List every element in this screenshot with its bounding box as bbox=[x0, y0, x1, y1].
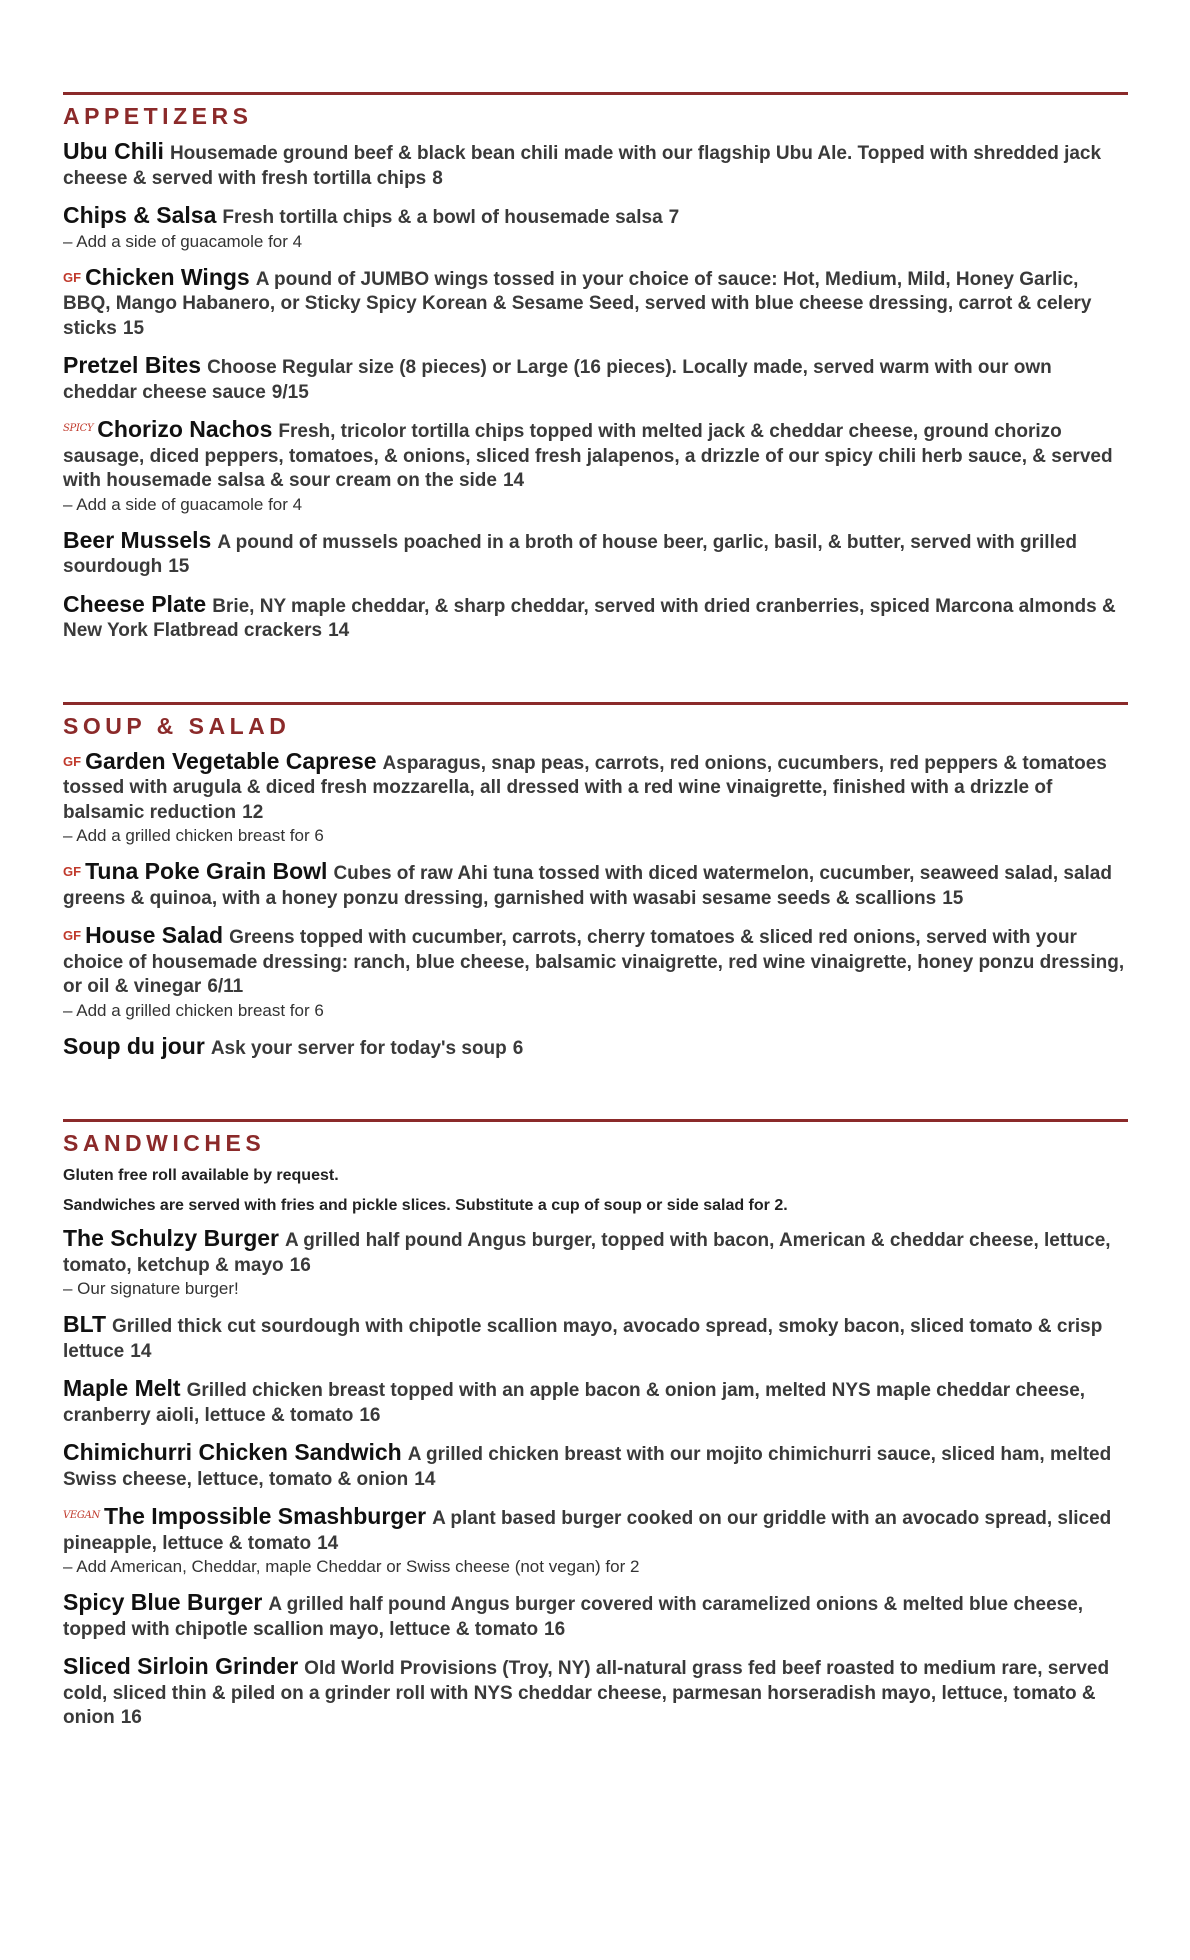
menu-item-the-schulzy-burger bbox=[63, 1226, 1128, 1300]
item-description: Brie, NY maple cheddar, & sharp cheddar, served with dried cranberries, spiced Marcona almonds & New York Flatbread crackers bbox=[63, 595, 1116, 641]
item-description: Choose Regular size (8 pieces) or Large (16 pieces). Locally made, served warm with our own cheddar cheese sauce bbox=[63, 357, 1052, 403]
menu-item-spicy-blue-burger bbox=[63, 1590, 1128, 1642]
item-price: 15 bbox=[122, 317, 145, 339]
item-price: 14 bbox=[317, 1532, 339, 1554]
item-name: Spicy Blue Burger bbox=[63, 1589, 263, 1615]
item-price: 16 bbox=[289, 1254, 311, 1276]
item-addon-note: – Our signature burger! bbox=[63, 1279, 239, 1298]
menu-item-house-salad bbox=[63, 923, 1128, 1022]
item-price: 16 bbox=[120, 1707, 142, 1728]
item-description: A grilled half pound Angus burger, topped with bacon, American & cheddar cheese, lettuce, tomato, ketchup & mayo bbox=[63, 1230, 1111, 1276]
menu-item-sliced-sirloin-grinder bbox=[63, 1654, 1128, 1731]
item-description: Cubes of raw Ahi tuna tossed with diced watermelon, cucumber, seaweed salad, salad greens & quinoa, with a honey ponzu dressing, garnished with wasabi sesame seeds & scallions bbox=[63, 863, 1112, 909]
menu-item-ubu-chili bbox=[63, 139, 1128, 191]
item-name: BLT bbox=[63, 1311, 107, 1337]
section-title: APPETIZERS bbox=[63, 103, 253, 129]
item-description: Housemade ground beef & black bean chili made with our flagship Ubu Ale. Topped with shredded jack cheese & served with fresh tortilla chips bbox=[63, 143, 1102, 189]
item-description: A grilled chicken breast with our mojito chimichurri sauce, sliced ham, melted Swiss cheese, lettuce, tomato & onion bbox=[63, 1444, 1112, 1490]
gf-tag-icon: GF bbox=[63, 269, 82, 285]
item-price: 16 bbox=[359, 1404, 381, 1426]
menu-item-chimichurri-chicken-sandwich bbox=[63, 1440, 1128, 1492]
menu-item-tuna-poke-grain-bowl bbox=[63, 859, 1128, 911]
item-description: Old World Provisions (Troy, NY) all-natural grass fed beef roasted to medium rare, served cold, sliced thin & piled on a grinder roll with NYS cheddar cheese, parmesan horseradish mayo, lettuce, tomato & onion bbox=[63, 1658, 1110, 1728]
item-name: House Salad bbox=[85, 922, 224, 948]
item-price: 14 bbox=[502, 470, 525, 491]
item-description: A plant based burger cooked on our griddle with an avocado spread, sliced pineapple, lettuce & tomato bbox=[63, 1508, 1112, 1554]
menu-item-chips-salsa bbox=[63, 203, 1128, 253]
menu-item-beer-mussels bbox=[63, 528, 1128, 580]
item-name: Sliced Sirloin Grinder bbox=[63, 1653, 299, 1679]
item-name: Maple Melt bbox=[63, 1375, 181, 1401]
section-title: SANDWICHES bbox=[63, 1130, 266, 1156]
gf-tag-icon: GF bbox=[63, 864, 82, 879]
section-appetizers bbox=[63, 92, 1128, 644]
item-price: 15 bbox=[168, 556, 190, 577]
item-description: Grilled chicken breast topped with an apple bacon & onion jam, melted NYS maple cheddar cheese, cranberry aioli, lettuce & tomato bbox=[63, 1380, 1086, 1426]
item-name: Garden Vegetable Caprese bbox=[85, 747, 377, 774]
item-price: 7 bbox=[668, 207, 680, 228]
item-price: 9/15 bbox=[271, 381, 309, 403]
item-addon-note: – Add a grilled chicken breast for 6 bbox=[63, 826, 324, 845]
menu-item-soup-du-jour bbox=[63, 1034, 1128, 1062]
menu-item-cheese-plate bbox=[63, 592, 1128, 644]
item-name: Chicken Wings bbox=[85, 263, 250, 290]
section-note: Gluten free roll available by request. bbox=[63, 1167, 339, 1184]
item-price: 14 bbox=[130, 1340, 152, 1362]
menu-item-pretzel-bites bbox=[63, 353, 1128, 405]
item-name: Chimichurri Chicken Sandwich bbox=[63, 1439, 402, 1465]
gf-tag-icon: GF bbox=[63, 753, 82, 769]
item-addon-note: – Add American, Cheddar, maple Cheddar or Swiss cheese (not vegan) for 2 bbox=[63, 1557, 640, 1576]
item-name: Soup du jour bbox=[63, 1032, 205, 1059]
item-description: A pound of mussels poached in a broth of house beer, garlic, basil, & butter, served with grilled sourdough bbox=[63, 531, 1078, 577]
item-price: 6 bbox=[512, 1037, 524, 1059]
item-name: The Impossible Smashburger bbox=[103, 1503, 427, 1529]
item-price: 14 bbox=[328, 620, 350, 641]
item-name: Beer Mussels bbox=[63, 526, 212, 553]
section-sandwiches bbox=[63, 1119, 1128, 1731]
item-name: The Schulzy Burger bbox=[63, 1225, 279, 1251]
item-price: 15 bbox=[942, 887, 964, 909]
item-price: 6/11 bbox=[207, 976, 244, 997]
item-description: Ask your server for today's soup bbox=[210, 1037, 507, 1059]
menu-item-chicken-wings bbox=[63, 265, 1128, 342]
item-name: Chorizo Nachos bbox=[97, 416, 273, 442]
item-price: 12 bbox=[242, 801, 264, 823]
menu-item-the-impossible-smashburger bbox=[63, 1504, 1128, 1578]
menu-item-chorizo-nachos bbox=[63, 417, 1128, 516]
item-name: Chips & Salsa bbox=[63, 202, 217, 228]
section-note: Sandwiches are served with fries and pickle slices. Substitute a cup of soup or side salad for 2. bbox=[63, 1197, 788, 1214]
item-addon-note: – Add a grilled chicken breast for 6 bbox=[63, 1000, 324, 1020]
item-price: 8 bbox=[432, 167, 443, 189]
spicy-tag-icon: SPICY bbox=[63, 423, 94, 434]
item-description: Asparagus, snap peas, carrots, red onions, cucumbers, red peppers & tomatoes tossed with arugula & diced fresh mozzarella, all dressed with a red wine vinaigrette, finished with a drizzle of balsamic reduction bbox=[63, 752, 1107, 823]
item-description: Fresh tortilla chips & a bowl of housemade salsa bbox=[222, 207, 663, 228]
item-name: Ubu Chili bbox=[63, 138, 164, 164]
vegan-tag-icon: VEGAN bbox=[63, 1510, 100, 1521]
section-title: SOUP & SALAD bbox=[63, 712, 291, 739]
section-soup-salad bbox=[63, 702, 1128, 1062]
item-description: A pound of JUMBO wings tossed in your choice of sauce: Hot, Medium, Mild, Honey Garlic, BBQ, Mango Habanero, or Sticky Spicy Korean & Sesame Seed, served with blue cheese dressing, carrot & celery sticks bbox=[63, 268, 1092, 339]
menu-item-maple-melt bbox=[63, 1376, 1128, 1428]
item-description: Grilled thick cut sourdough with chipotle scallion mayo, avocado spread, smoky bacon, sliced tomato & crisp lettuce bbox=[63, 1316, 1103, 1362]
item-name: Pretzel Bites bbox=[63, 352, 202, 378]
item-addon-note: – Add a side of guacamole for 4 bbox=[63, 231, 303, 251]
menu bbox=[63, 92, 1128, 1789]
item-name: Tuna Poke Grain Bowl bbox=[85, 858, 328, 884]
item-description: A grilled half pound Angus burger covered with caramelized onions & melted blue cheese, topped with chipotle scallion mayo, lettuce & tomato bbox=[63, 1594, 1084, 1640]
item-addon-note: – Add a side of guacamole for 4 bbox=[63, 494, 303, 514]
gf-tag-icon: GF bbox=[63, 928, 82, 943]
item-price: 16 bbox=[544, 1618, 566, 1640]
menu-item-blt bbox=[63, 1312, 1128, 1364]
item-description: Greens topped with cucumber, carrots, cherry tomatoes & sliced red onions, served with your choice of housemade dressing: ranch, blue cheese, balsamic vinaigrette, red wine vinaigrette, honey ponzu dressing, or oil & vinegar bbox=[63, 927, 1125, 997]
item-name: Cheese Plate bbox=[63, 590, 207, 617]
menu-item-garden-vegetable-caprese bbox=[63, 749, 1128, 848]
item-price: 14 bbox=[414, 1468, 436, 1490]
item-description: Fresh, tricolor tortilla chips topped with melted jack & cheddar cheese, ground chorizo sausage, diced peppers, tomatoes, & onions, sliced fresh jalapenos, a drizzle of our spicy chili herb sauce, & served with housemade salsa & sour cream on the side bbox=[63, 421, 1113, 491]
